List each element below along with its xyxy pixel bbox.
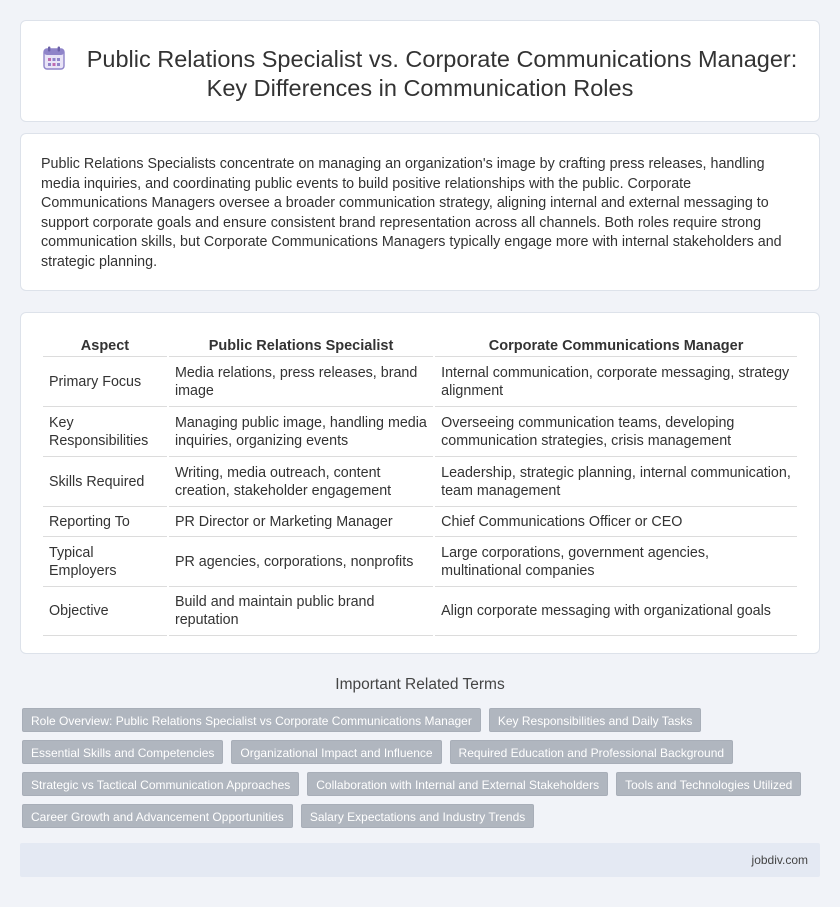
row-pr-value: PR agencies, corporations, nonprofits [169,537,433,587]
row-aspect: Reporting To [43,507,167,537]
header-aspect: Aspect [43,335,167,357]
related-term-tag[interactable]: Organizational Impact and Influence [231,740,441,764]
row-aspect: Skills Required [43,457,167,507]
footer-site-link[interactable]: jobdiv.com [751,853,808,867]
comparison-table [41,335,799,636]
related-term-tag[interactable]: Collaboration with Internal and External Stakeholders [307,772,608,796]
row-ccm-value: Leadership, strategic planning, internal communication, team management [435,457,797,507]
table-row [43,507,797,537]
table-row [43,537,797,587]
related-term-tag[interactable]: Essential Skills and Competencies [22,740,223,764]
related-term-tag[interactable]: Career Growth and Advancement Opportunities [22,804,293,828]
table-row [43,407,797,457]
row-ccm-value: Internal communication, corporate messaging, strategy alignment [435,357,797,407]
table-row [43,357,797,407]
related-terms-list [22,708,812,828]
header-pr-specialist: Public Relations Specialist [169,335,433,357]
related-term-tag[interactable]: Strategic vs Tactical Communication Approaches [22,772,299,796]
row-aspect: Key Responsibilities [43,407,167,457]
related-term-tag[interactable]: Role Overview: Public Relations Specialist vs Corporate Communications Manager [22,708,481,732]
row-pr-value: Managing public image, handling media inquiries, organizing events [169,407,433,457]
row-ccm-value: Overseeing communication teams, developing communication strategies, crisis management [435,407,797,457]
title-card [20,20,820,122]
row-ccm-value: Chief Communications Officer or CEO [435,507,797,537]
intro-paragraph: Public Relations Specialists concentrate on managing an organization's image by crafting press releases, handling media inquiries, and coordinating public events to build positive relationships with the public. Corporate Communications Managers oversee a broader communication strategy, aligning internal and external messaging to support corporate goals and ensure consistent brand representation across all channels. Both roles require strong communication skills, but Corporate Communications Managers typically engage more with internal stakeholders and strategic planning. [41,156,782,270]
related-term-tag[interactable]: Tools and Technologies Utilized [616,772,801,796]
calendar-icon [43,46,65,70]
intro-card [20,133,820,291]
row-aspect: Primary Focus [43,357,167,407]
table-row [43,587,797,636]
related-terms-title: Important Related Terms [335,676,505,693]
page-title-wrap [21,45,819,103]
row-pr-value: Media relations, press releases, brand image [169,357,433,407]
row-ccm-value: Align corporate messaging with organizational goals [435,587,797,636]
footer-bar [20,843,820,877]
row-ccm-value: Large corporations, government agencies, multinational companies [435,537,797,587]
page-title: Public Relations Specialist vs. Corporate Communications Manager: Key Differences in Communication Roles [86,46,798,101]
row-aspect: Typical Employers [43,537,167,587]
row-pr-value: PR Director or Marketing Manager [169,507,433,537]
row-aspect: Objective [43,587,167,636]
header-corp-comm-manager: Corporate Communications Manager [435,335,797,357]
related-term-tag[interactable]: Key Responsibilities and Daily Tasks [489,708,702,732]
table-row [43,457,797,507]
related-term-tag[interactable]: Required Education and Professional Background [450,740,734,764]
table-header-row [43,335,797,357]
row-pr-value: Build and maintain public brand reputation [169,587,433,636]
related-term-tag[interactable]: Salary Expectations and Industry Trends [301,804,534,828]
row-pr-value: Writing, media outreach, content creation, stakeholder engagement [169,457,433,507]
comparison-card [20,312,820,654]
